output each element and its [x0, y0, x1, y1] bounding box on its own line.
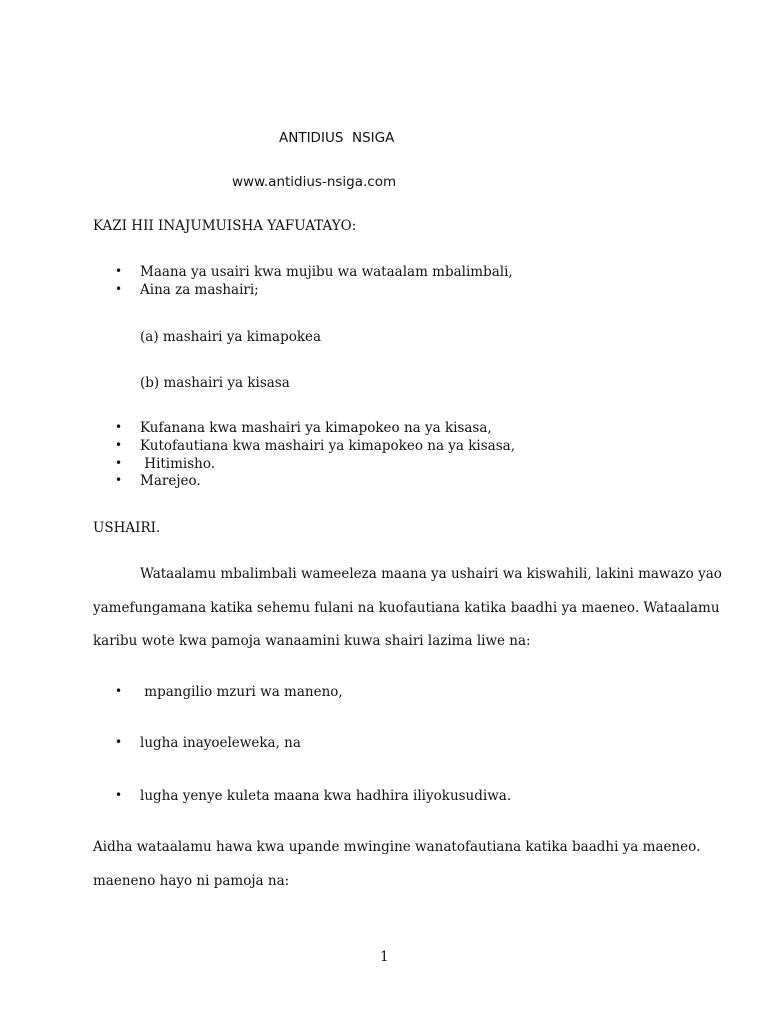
bullet-icon: • [115, 282, 123, 296]
sub-item-b: (b) mashairi ya kisasa [140, 375, 290, 391]
list-item-text: Kutofautiana kwa mashairi ya kimapokeo na ya kisasa, [140, 438, 515, 454]
bullet-icon: • [115, 438, 123, 452]
list-item-text: lugha yenye kuleta maana kwa hadhira iliyokusudiwa. [140, 788, 512, 804]
sub-item-a: (a) mashairi ya kimapokea [140, 329, 322, 345]
paragraph-line: Aidha wataalamu hawa kwa upande mwingine wanatofautiana katika baadhi ya maeneo. [93, 839, 701, 855]
list-item-text: mpangilio mzuri wa maneno, [140, 684, 343, 700]
list-item-text: Maana ya usairi kwa mujibu wa wataalam mbalimbali, [140, 264, 513, 280]
list-item-text: Aina za mashairi; [140, 282, 259, 298]
author-name: ANTIDIUS NSIGA [279, 130, 395, 146]
bullet-icon: • [115, 420, 123, 434]
website-url: www.antidius-nsiga.com [232, 174, 397, 190]
list-item-text: lugha inayoeleweka, na [140, 735, 301, 751]
section-heading: USHAIRI. [93, 520, 161, 536]
summary-heading: KAZI HII INAJUMUISHA YAFUATAYO: [93, 218, 357, 234]
list-item-text: Marejeo. [140, 473, 201, 489]
paragraph-line: maeneno hayo ni pamoja na: [93, 873, 290, 889]
page-number: 1 [380, 949, 389, 965]
bullet-icon: • [115, 788, 123, 802]
paragraph-line: Wataalamu mbalimbali wameeleza maana ya ushairi wa kiswahili, lakini mawazo yao [140, 566, 722, 582]
bullet-icon: • [115, 456, 123, 470]
list-item-text: Kufanana kwa mashairi ya kimapokeo na ya kisasa, [140, 420, 492, 436]
bullet-icon: • [115, 684, 123, 698]
paragraph-line: karibu wote kwa pamoja wanaamini kuwa shairi lazima liwe na: [93, 633, 531, 649]
bullet-icon: • [115, 735, 123, 749]
bullet-icon: • [115, 264, 123, 278]
list-item-text: Hitimisho. [140, 456, 216, 472]
bullet-icon: • [115, 473, 123, 487]
paragraph-line: yamefungamana katika sehemu fulani na kuofautiana katika baadhi ya maeneo. Wataalamu [93, 600, 720, 616]
